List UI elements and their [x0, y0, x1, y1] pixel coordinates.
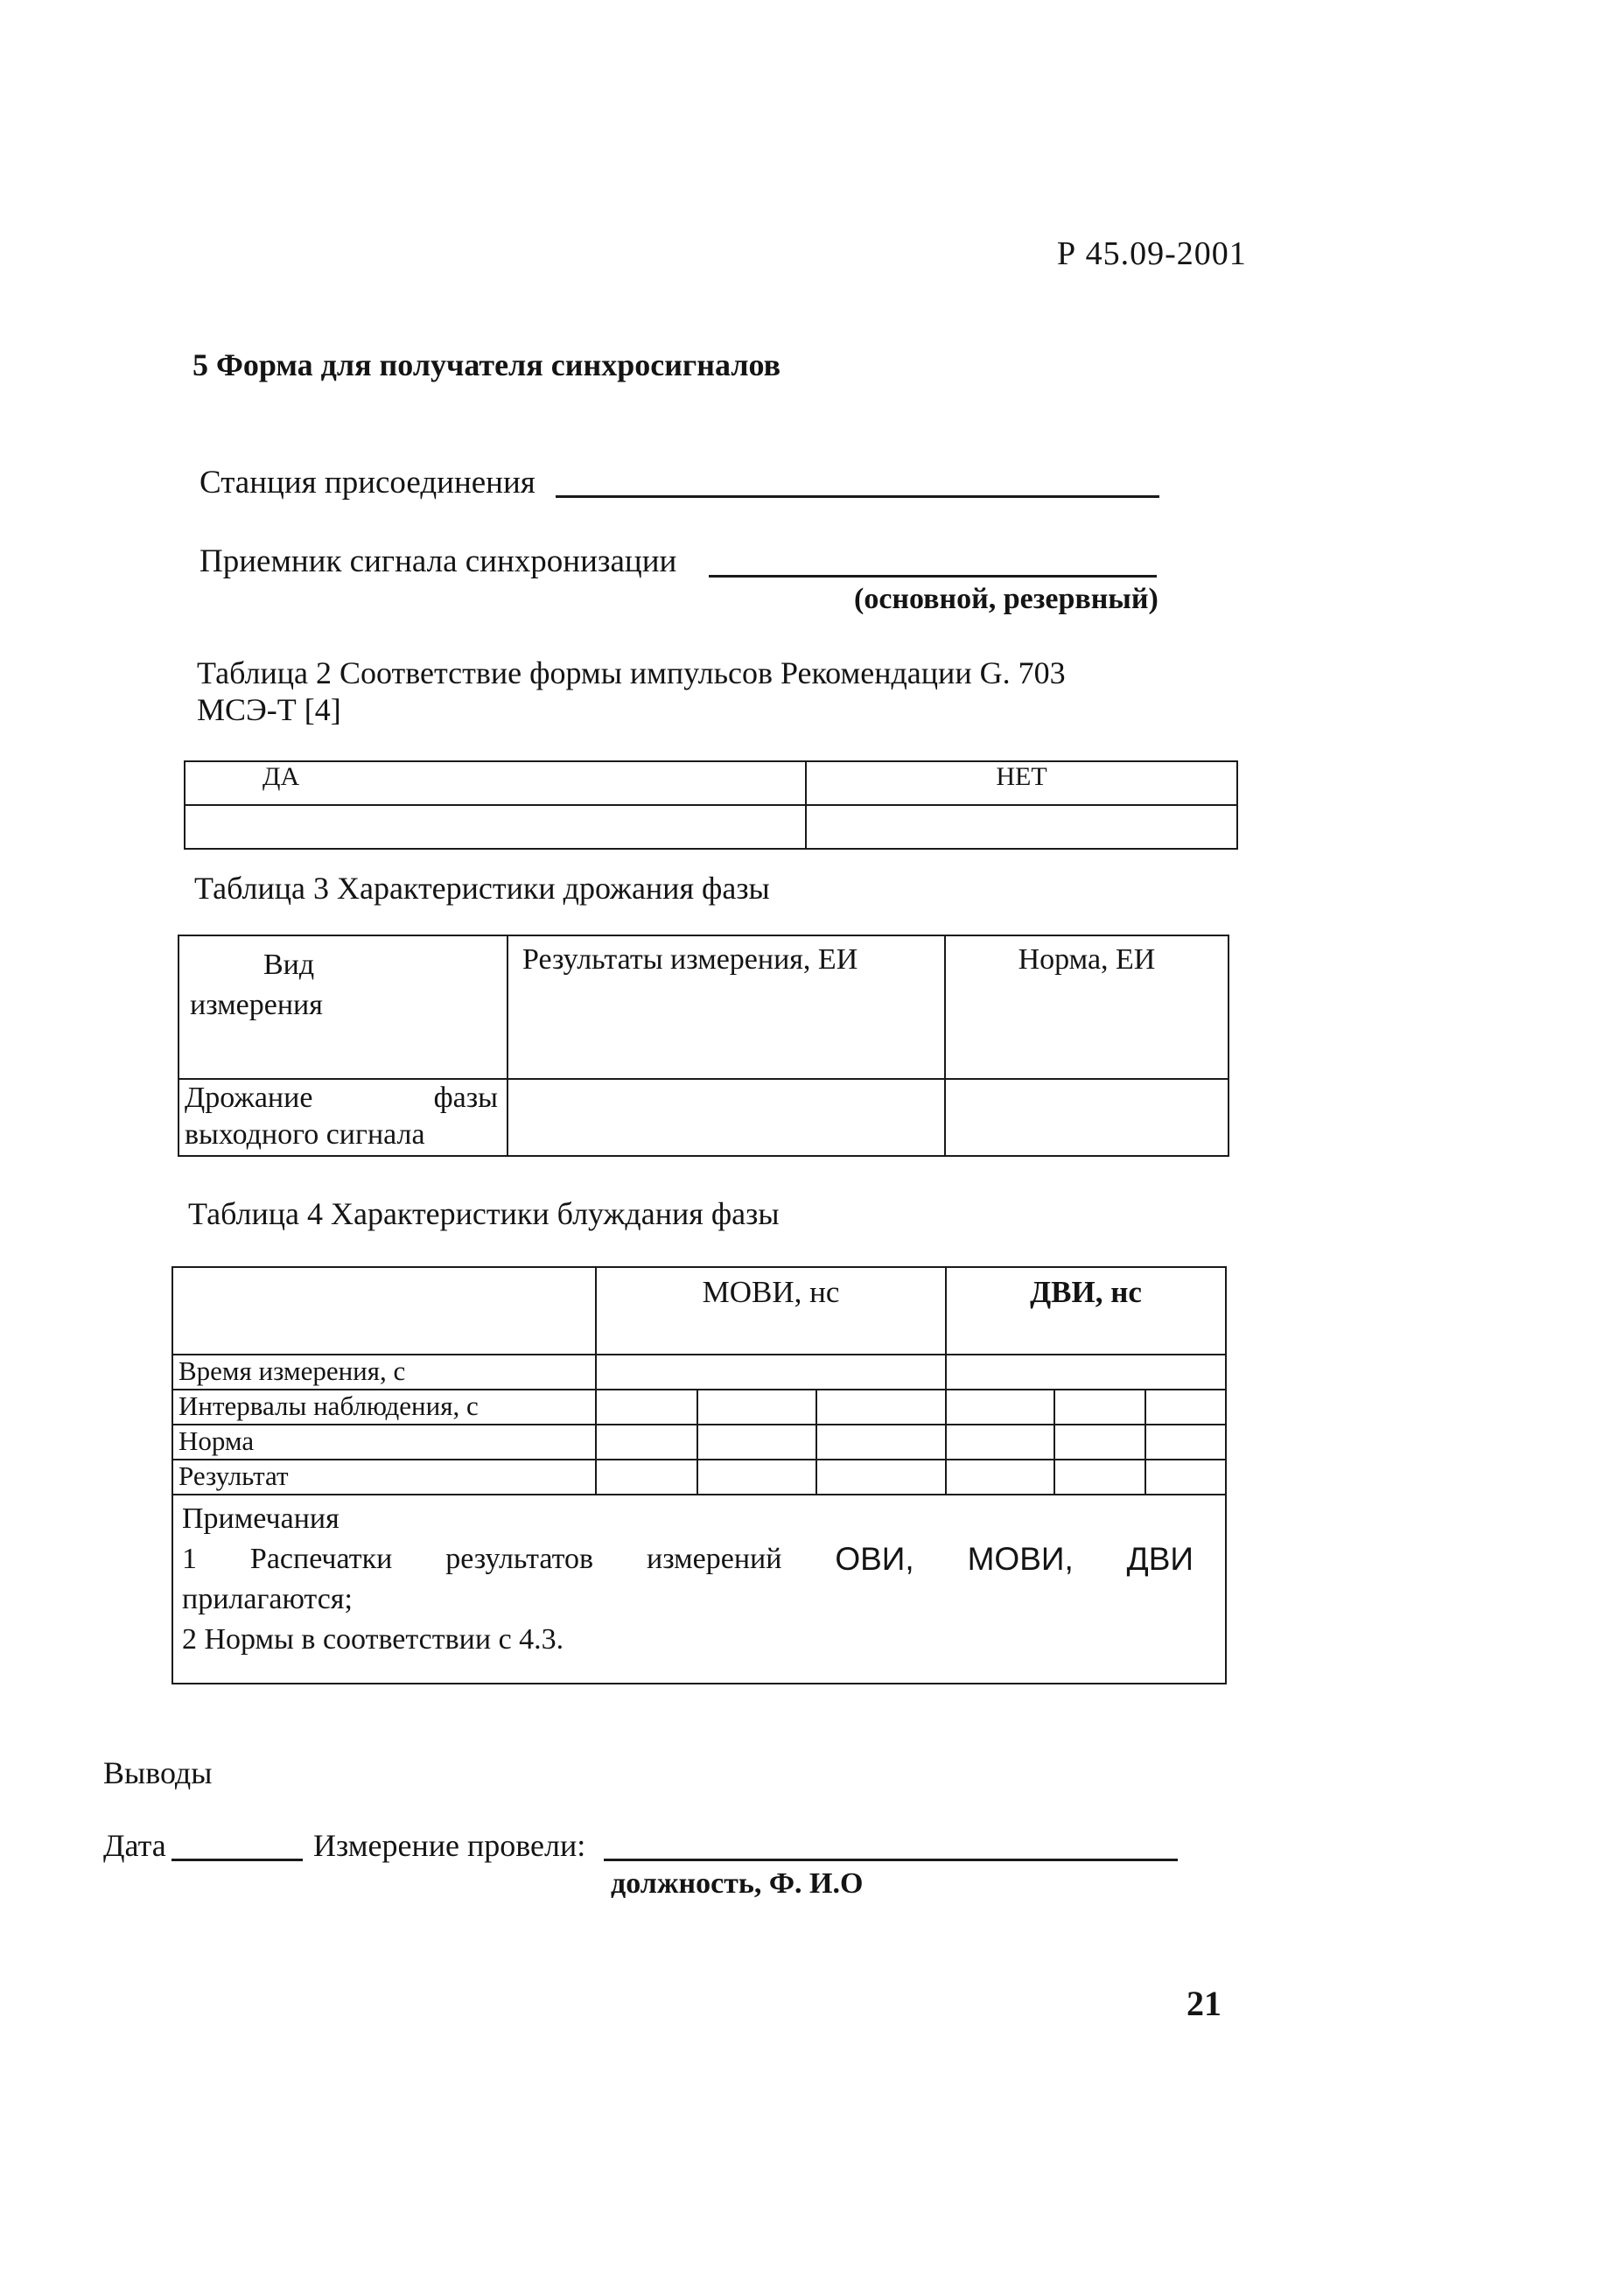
table3-header-kind — [178, 935, 508, 1079]
table4-row-result — [172, 1460, 1226, 1495]
table3-caption: Таблица 3 Характеристики дрожания фазы — [194, 871, 770, 906]
performed-label: Измерение провели: — [313, 1828, 586, 1863]
table3-row-label — [178, 1079, 508, 1156]
performed-field-line[interactable] — [604, 1859, 1178, 1861]
table4-notes — [172, 1495, 1226, 1684]
table4-cell[interactable] — [1145, 1425, 1226, 1460]
table4-cell[interactable] — [946, 1425, 1054, 1460]
date-field-line[interactable] — [172, 1859, 303, 1861]
notes-title: Примечания — [182, 1502, 340, 1535]
table3-header-kind-line2: измерения — [190, 989, 323, 1021]
table4-cell[interactable] — [1145, 1460, 1226, 1495]
table4-header-blank — [172, 1267, 596, 1355]
table3-row-label-word1: Дрожание — [185, 1082, 313, 1114]
table4-row-label: Интервалы наблюдения, с — [172, 1390, 596, 1425]
page-number: 21 — [1186, 1984, 1222, 2023]
receiver-field-line[interactable] — [709, 575, 1157, 578]
receiver-label: Приемник сигнала синхронизации — [200, 543, 677, 579]
table2-value-row — [185, 805, 1237, 849]
receiver-note: (основной, резервный) — [854, 583, 1158, 615]
date-label: Дата — [103, 1828, 166, 1863]
table4-cell[interactable] — [697, 1425, 816, 1460]
table2-cell-no[interactable] — [806, 805, 1237, 849]
note-2: 2 Нормы в соответствии с 4.3. — [182, 1623, 564, 1656]
table2-cell-yes[interactable] — [185, 805, 806, 849]
station-field-line[interactable] — [556, 495, 1159, 498]
note-1-word: измерений — [647, 1543, 782, 1575]
table2-caption-line2: МСЭ-Т [4] — [197, 692, 341, 727]
table4-header-row — [172, 1267, 1226, 1355]
table4-cell[interactable] — [816, 1460, 946, 1495]
table4-row-norm — [172, 1425, 1226, 1460]
table4-notes-row — [172, 1495, 1226, 1684]
table4-caption: Таблица 4 Характеристики блуждания фазы — [188, 1196, 780, 1231]
table3-row-label-word2: фазы — [433, 1082, 498, 1114]
table4-row-label: Норма — [172, 1425, 596, 1460]
note-1 — [182, 1539, 1194, 1579]
table3-cell-norm[interactable] — [945, 1079, 1228, 1156]
table2 — [184, 760, 1238, 850]
table3-header-row — [178, 935, 1228, 1079]
table3-header-results: Результаты измерения, ЕИ — [508, 935, 945, 1079]
table4-cell[interactable] — [1145, 1390, 1226, 1425]
table4-cell[interactable] — [596, 1425, 697, 1460]
conclusions-label: Выводы — [103, 1755, 213, 1790]
note-1-word: 1 — [182, 1543, 197, 1575]
note-1-word: ДВИ — [1126, 1541, 1194, 1577]
section-title: 5 Форма для получателя синхросигналов — [192, 347, 781, 382]
table4-cell[interactable] — [816, 1425, 946, 1460]
table3-header-kind-line1: Вид — [263, 949, 315, 981]
note-1-continuation: прилагаются; — [182, 1583, 353, 1615]
table4-cell[interactable] — [1054, 1390, 1145, 1425]
table4-header-movi: МОВИ, нс — [596, 1267, 946, 1355]
table3-header-norm: Норма, ЕИ — [945, 935, 1228, 1079]
station-label: Станция присоединения — [200, 465, 536, 501]
document-code: Р 45.09-2001 — [1057, 235, 1247, 272]
table2-header-row — [185, 761, 1237, 805]
table4-cell[interactable] — [946, 1390, 1054, 1425]
signature-note: должность, Ф. И.О — [611, 1867, 864, 1900]
table4-row-label: Результат — [172, 1460, 596, 1495]
table4-cell[interactable] — [697, 1460, 816, 1495]
note-1-word: результатов — [445, 1543, 594, 1575]
table4-row-intervals — [172, 1390, 1226, 1425]
table4-row-label: Время измерения, с — [172, 1355, 596, 1390]
table3-row-jitter — [178, 1079, 1228, 1156]
table4-cell[interactable] — [1054, 1460, 1145, 1495]
table2-header-yes: ДА — [185, 761, 806, 805]
table2-caption-line1: Таблица 2 Соответствие формы импульсов Рекомендации G. 703 — [197, 655, 1066, 690]
table4-header-dvi: ДВИ, нс — [946, 1267, 1226, 1355]
table3 — [178, 935, 1229, 1157]
note-1-word: МОВИ, — [967, 1541, 1074, 1577]
table4-cell[interactable] — [697, 1390, 816, 1425]
table4-cell[interactable] — [1054, 1425, 1145, 1460]
table3-cell-results[interactable] — [508, 1079, 945, 1156]
table4-row-measure-time — [172, 1355, 1226, 1390]
table4-cell[interactable] — [596, 1390, 697, 1425]
table4-cell[interactable] — [816, 1390, 946, 1425]
note-1-word: ОВИ, — [835, 1541, 914, 1577]
table4-cell[interactable] — [596, 1460, 697, 1495]
table4-cell[interactable] — [596, 1355, 946, 1390]
table4-cell[interactable] — [946, 1460, 1054, 1495]
table3-row-label-line2: выходного сигнала — [185, 1118, 425, 1151]
table4 — [172, 1266, 1227, 1684]
table4-cell[interactable] — [946, 1355, 1226, 1390]
table2-header-no: НЕТ — [806, 761, 1237, 805]
note-1-word: Распечатки — [249, 1543, 393, 1575]
